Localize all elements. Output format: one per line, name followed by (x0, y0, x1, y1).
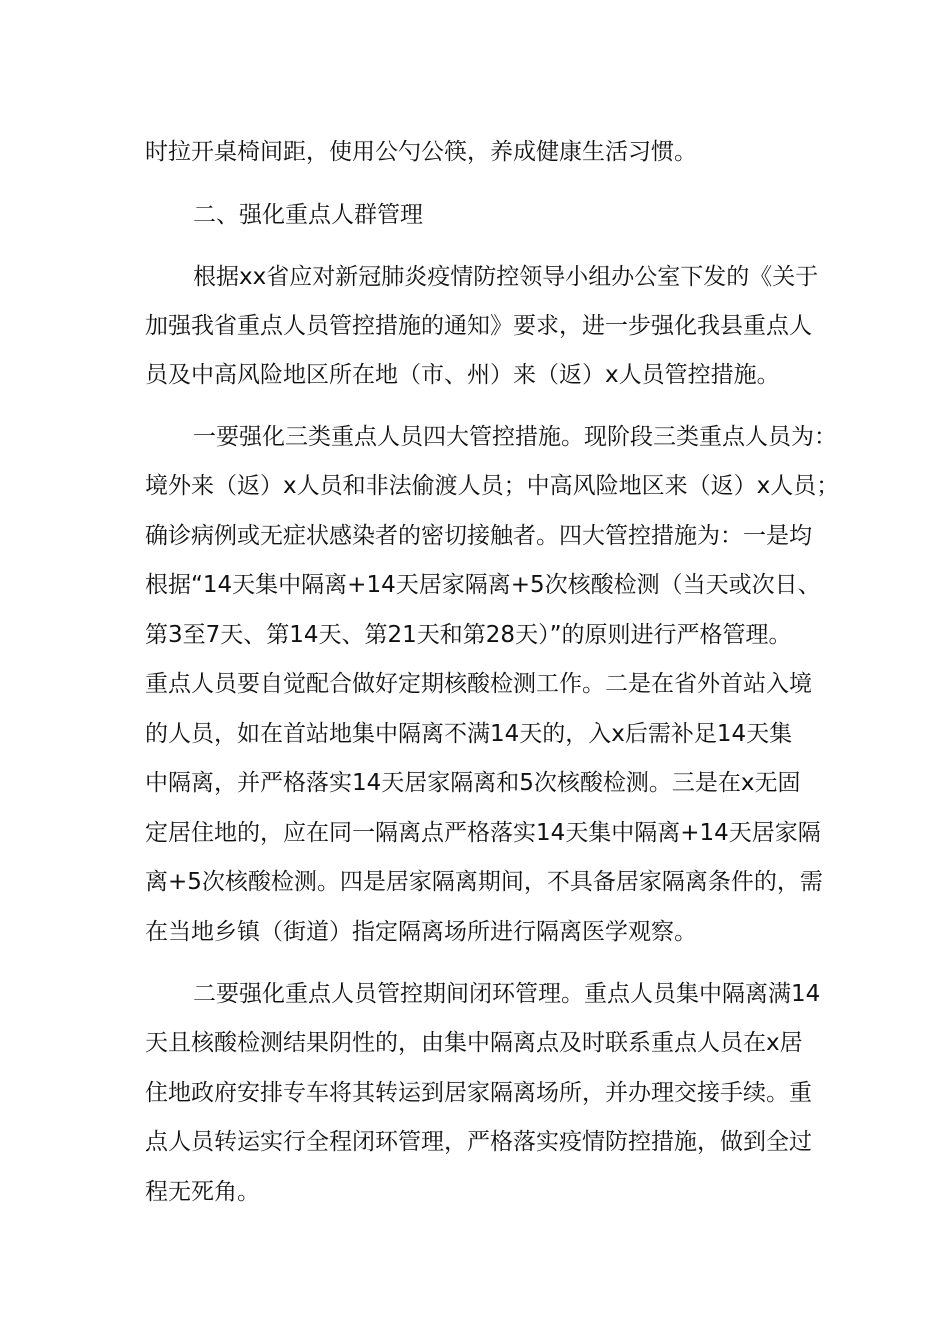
text-line: 境外来（返）x人员和非法偷渡人员；中高风险地区来（返）x人员； (145, 473, 840, 499)
text-line: 确诊病例或无症状感染者的密切接触者。四大管控措施为：一是均 (145, 523, 812, 549)
text-line: 一要强化三类重点人员四大管控措施。现阶段三类重点人员为： (193, 424, 837, 450)
text-line: 加强我省重点人员管控措施的通知》要求，进一步强化我县重点人 (145, 313, 812, 339)
section-heading: 二、强化重点人群管理 (193, 202, 423, 228)
text-line: 根据“14天集中隔离+14天居家隔离+5次核酸检测（当天或次日、 (145, 572, 821, 598)
text-line: 第3至7天、第14天、第21天和第28天）”的原则进行严格管理。 (145, 622, 792, 648)
text-line: 二要强化重点人员管控期间闭环管理。重点人员集中隔离满14 (193, 981, 821, 1007)
text-line: 在当地乡镇（街道）指定隔离场所进行隔离医学观察。 (145, 919, 697, 945)
text-line: 根据xx省应对新冠肺炎疫情防控领导小组办公室下发的《关于 (193, 264, 819, 290)
text-line: 员及中高风险地区所在地（市、州）来（返）x人员管控措施。 (145, 362, 780, 388)
text-line: 时拉开桌椅间距，使用公勺公筷，养成健康生活习惯。 (145, 139, 697, 165)
text-line: 天且核酸检测结果阴性的，由集中隔离点及时联系重点人员在x居 (145, 1030, 803, 1056)
text-line: 重点人员要自觉配合做好定期核酸检测工作。二是在省外首站入境 (145, 671, 812, 697)
text-line: 离+5次核酸检测。四是居家隔离期间，不具备居家隔离条件的，需 (145, 869, 823, 895)
text-line: 住地政府安排专车将其转运到居家隔离场所，并办理交接手续。重 (145, 1080, 812, 1106)
text-line: 定居住地的，应在同一隔离点严格落实14天集中隔离+14天居家隔 (145, 820, 821, 846)
text-line: 中隔离，并严格落实14天居家隔离和5次核酸检测。三是在x无固 (145, 770, 801, 796)
text-line: 点人员转运实行全程闭环管理，严格落实疫情防控措施，做到全过 (145, 1129, 812, 1155)
text-line: 程无死角。 (145, 1179, 260, 1205)
text-line: 的人员，如在首站地集中隔离不满14天的，入x后需补足14天集 (145, 721, 793, 747)
